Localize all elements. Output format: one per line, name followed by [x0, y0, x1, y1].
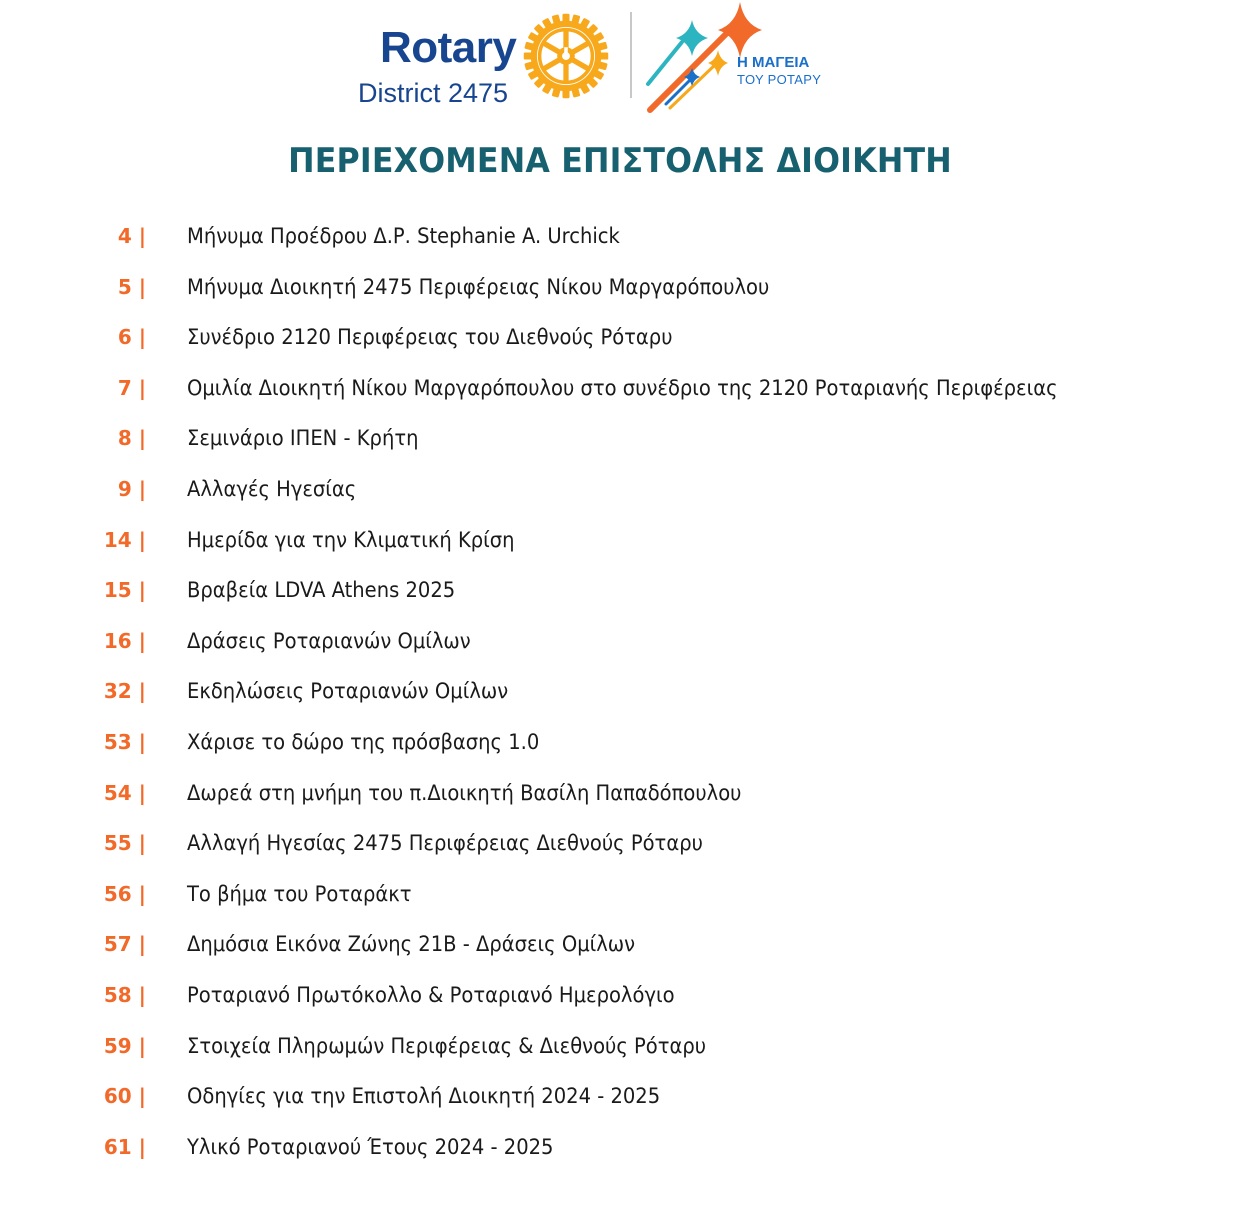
- theme-title-line2: ΤΟΥ ΡΟΤΑΡΥ: [737, 72, 822, 87]
- toc-title: Μήνυμα Προέδρου Δ.Ρ. Stephanie A. Urchick: [187, 224, 620, 248]
- toc-page-number: 15 |: [103, 578, 146, 603]
- toc-title: Ημερίδα για την Κλιματική Κρίση: [187, 527, 515, 552]
- toc-title: Χάρισε το δώρο της πρόσβασης 1.0: [187, 730, 540, 754]
- toc-entry[interactable]: [0, 930, 1240, 964]
- theme-title-line1: Η ΜΑΓΕΙΑ: [737, 54, 810, 71]
- toc-title: Αλλαγές Ηγεσίας: [187, 477, 357, 501]
- toc-page-number: 61 |: [103, 1134, 146, 1159]
- toc-page-number: 9 |: [117, 477, 146, 501]
- toc-entry[interactable]: [0, 526, 1240, 560]
- toc-entry[interactable]: [0, 424, 1240, 458]
- toc-entry[interactable]: [0, 323, 1240, 357]
- logo-divider: [630, 12, 632, 98]
- toc-page-number: 57 |: [103, 932, 146, 957]
- toc-entry[interactable]: [0, 273, 1240, 307]
- toc-entry[interactable]: [0, 475, 1240, 509]
- toc-entry[interactable]: [0, 728, 1240, 762]
- toc-entry[interactable]: [0, 1082, 1240, 1116]
- toc-entry[interactable]: [0, 374, 1240, 408]
- toc-page-number: 53 |: [103, 730, 146, 754]
- toc-page-number: 55 |: [103, 831, 146, 856]
- toc-page-number: 32 |: [103, 679, 146, 704]
- toc-page-number: 14 |: [103, 527, 146, 552]
- toc-entry[interactable]: [0, 627, 1240, 661]
- toc-title: Δωρεά στη μνήμη του π.Διοικητή Βασίλη Παπαδόπουλου: [187, 780, 742, 805]
- toc-page-number: 6 |: [117, 325, 146, 350]
- toc-entry[interactable]: [0, 981, 1240, 1015]
- header: [0, 0, 1240, 120]
- toc-page-number: 5 |: [117, 274, 146, 299]
- toc-entry[interactable]: [0, 829, 1240, 863]
- toc-page-number: 54 |: [103, 780, 146, 805]
- toc-page-number: 59 |: [103, 1033, 146, 1058]
- toc-entry[interactable]: [0, 880, 1240, 914]
- toc-page-number: 58 |: [103, 983, 146, 1007]
- district-label: District 2475: [358, 78, 509, 108]
- toc-title: Δράσεις Ροταριανών Ομίλων: [187, 628, 471, 653]
- toc-title: Συνέδριο 2120 Περιφέρειας του Διεθνούς Ρόταρυ: [187, 325, 673, 350]
- toc-entry[interactable]: [0, 779, 1240, 813]
- toc-title: Στοιχεία Πληρωμών Περιφέρειας & Διεθνούς Ρόταρυ: [187, 1033, 707, 1058]
- rotary-wheel-icon: [522, 12, 610, 100]
- toc-page-number: 60 |: [103, 1084, 146, 1109]
- toc-title: Μήνυμα Διοικητή 2475 Περιφέρειας Νίκου Μαργαρόπουλου: [187, 274, 770, 299]
- toc-title: Εκδηλώσεις Ροταριανών Ομίλων: [187, 679, 509, 704]
- toc-title: Οδηγίες για την Επιστολή Διοικητή 2024 - 2025: [187, 1084, 661, 1109]
- page-title: ΠΕΡΙΕΧΟΜΕΝΑ ΕΠΙΣΤΟΛΗΣ ΔΙΟΙΚΗΤΗ: [288, 141, 952, 181]
- toc-title: Ροταριανό Πρωτόκολλο & Ροταριανό Ημερολόγιο: [187, 983, 675, 1007]
- toc-entry[interactable]: [0, 1133, 1240, 1167]
- toc-page-number: 4 |: [117, 224, 146, 248]
- toc-title: Δημόσια Εικόνα Ζώνης 21Β - Δράσεις Ομίλων: [187, 932, 636, 957]
- toc-page-number: 8 |: [117, 426, 146, 451]
- toc-title: Ομιλία Διοικητή Νίκου Μαργαρόπουλου στο συνέδριο της 2120 Ροταριανής Περιφέρειας: [187, 375, 1058, 400]
- toc-entry[interactable]: [0, 1032, 1240, 1066]
- toc-page-number: 7 |: [117, 375, 146, 400]
- toc-entry[interactable]: [0, 576, 1240, 610]
- toc-page-number: 56 |: [103, 881, 146, 906]
- toc-title: Το βήμα του Ροταράκτ: [187, 881, 412, 906]
- toc-entry[interactable]: [0, 677, 1240, 711]
- toc-page-number: 16 |: [103, 628, 146, 653]
- toc-title: Αλλαγή Ηγεσίας 2475 Περιφέρειας Διεθνούς Ρόταρυ: [187, 831, 703, 856]
- toc-title: Σεμινάριο ΙΠΕΝ - Κρήτη: [187, 426, 419, 451]
- toc-title: Υλικό Ροταριανού Έτους 2024 - 2025: [187, 1134, 554, 1159]
- toc-title: Βραβεία LDVA Athens 2025: [187, 578, 456, 603]
- toc-entry[interactable]: [0, 222, 1240, 256]
- rotary-wordmark: Rotary: [380, 23, 517, 72]
